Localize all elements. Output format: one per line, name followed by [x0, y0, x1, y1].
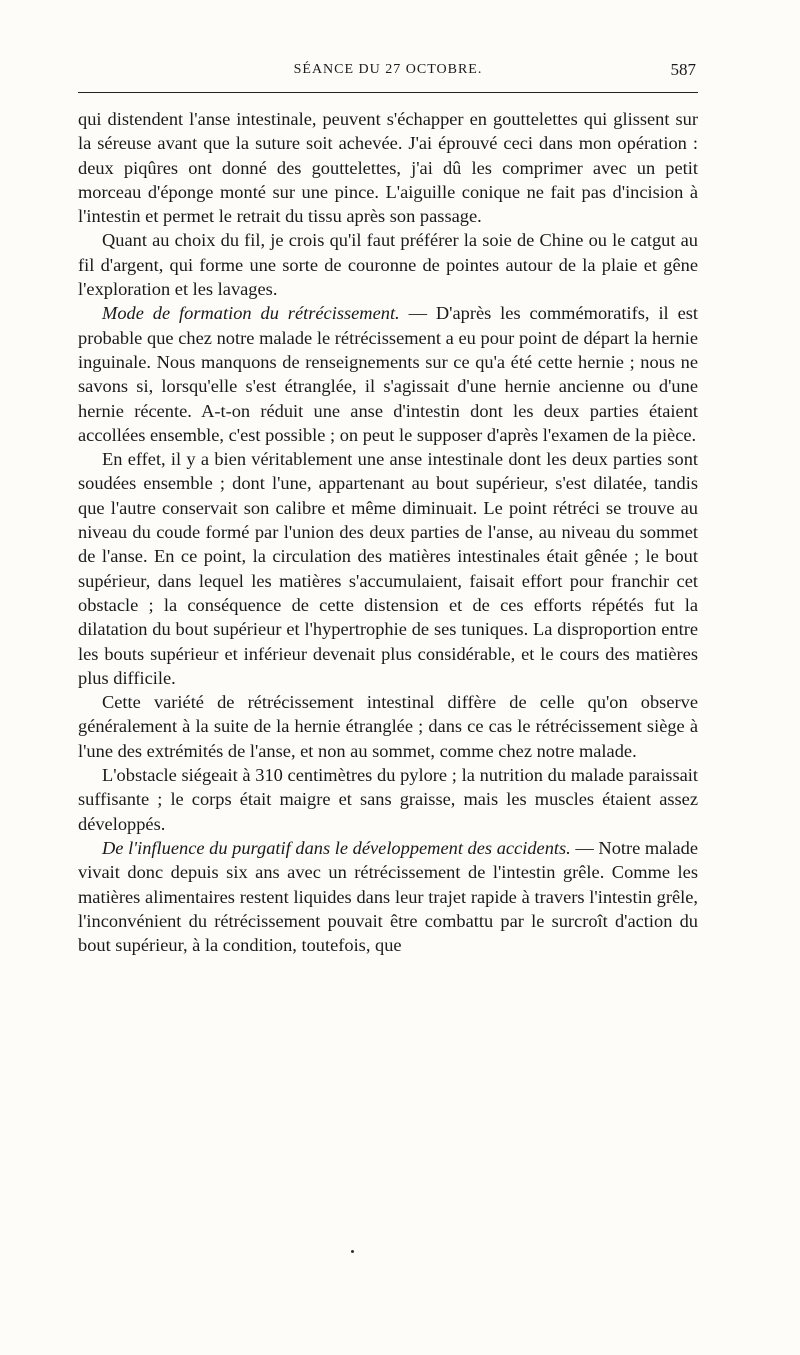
body-text	[78, 107, 698, 957]
running-header	[78, 58, 698, 84]
paragraph	[78, 763, 698, 836]
paragraph-text: — Notre malade vivait donc depuis six ans avec un rétrécissement de l'intestin grêle. Comme les matières alimentaires restent liquides dans leur trajet rapide à travers l'intestin grêle, l'inconvénient du rétrécissement pouvait être combattu par le surcroît d'action du bout supérieur, à la condition, toutefois, que	[78, 837, 699, 956]
paragraph-text: En effet, il y a bien véritablement une anse intestinale dont les deux parties sont soudées ensemble ; dont l'une, appartenant au bout supérieur, s'est dilatée, tandis que l'autre conservait son calibre et même diminuait. Le point rétréci se trouve au niveau du coude formé par l'union des deux parties de l'anse, au niveau du sommet de l'anse. En ce point, la circulation des matières intestinales était gênée ; le bout supérieur, dans lequel les matières s'accumulaient, faisait effort pour franchir cet obstacle ; la conséquence de cette distension et de ces efforts répétés fut la dilatation du bout supérieur et l'hypertrophie de ses tuniques. La disproportion entre les bouts supérieur et inférieur devenait plus considérable, et le cours des matières plus difficile.	[78, 449, 698, 688]
paragraph-text: qui distendent l'anse intestinale, peuvent s'échapper en gouttelettes qui glissent sur la séreuse avant que la suture soit achevée. J'ai éprouvé ceci dans mon opération : deux piqûres ont donné des gouttelettes, j'ai dû les comprimer avec un petit morceau d'éponge monté sur une pince. L'aiguille conique ne fait pas d'incision à l'intestin et permet le retrait du tissu après son passage.	[78, 109, 698, 227]
book-page	[78, 58, 698, 957]
paragraph-text: Quant au choix du fil, je crois qu'il faut préférer la soie de Chine ou le catgut au fil d'argent, qui forme une sorte de couronne de pointes autour de la plaie et gêne l'exploration et les lavages.	[78, 230, 698, 300]
printed-dot	[351, 1250, 354, 1253]
page-number: 587	[670, 60, 696, 79]
paragraph-text: L'obstacle siégeait à 310 centimètres du pylore ; la nutrition du malade paraissait suffisante ; le corps était maigre et sans graisse, mais les muscles étaient assez développés.	[78, 765, 698, 834]
section-heading: Mode de formation du rétrécissement.	[102, 303, 400, 324]
section-heading: De l'influence du purgatif dans le développement des accidents.	[102, 837, 571, 858]
paragraph-text: — D'après les commémoratifs, il est probable que chez notre malade le rétrécissement a eu pour point de départ la hernie inguinale. Nous manquons de renseignements sur ce qu'a été cette hernie ; nous ne savons si, lorsqu'elle s'est étranglée, il s'agissait d'une hernie ancienne ou d'une hernie récente. A-t-on réduit une anse d'intestin dont les deux parties étaient accollées ensemble, c'est possible ; on peut le supposer d'après l'examen de la pièce.	[78, 303, 698, 445]
paragraph	[78, 690, 698, 763]
running-title: SÉANCE DU 27 OCTOBRE.	[293, 62, 483, 77]
paragraph	[78, 301, 698, 447]
paragraph	[78, 836, 698, 957]
header-rule	[78, 92, 698, 93]
paragraph	[78, 447, 698, 690]
paragraph	[78, 228, 698, 301]
paragraph	[78, 107, 698, 228]
paragraph-text: Cette variété de rétrécissement intestinal diffère de celle qu'on observe généralement à la suite de la hernie étranglée ; dans ce cas le rétrécissement siège à l'une des extrémités de l'anse, et non au sommet, comme chez notre malade.	[78, 692, 698, 761]
